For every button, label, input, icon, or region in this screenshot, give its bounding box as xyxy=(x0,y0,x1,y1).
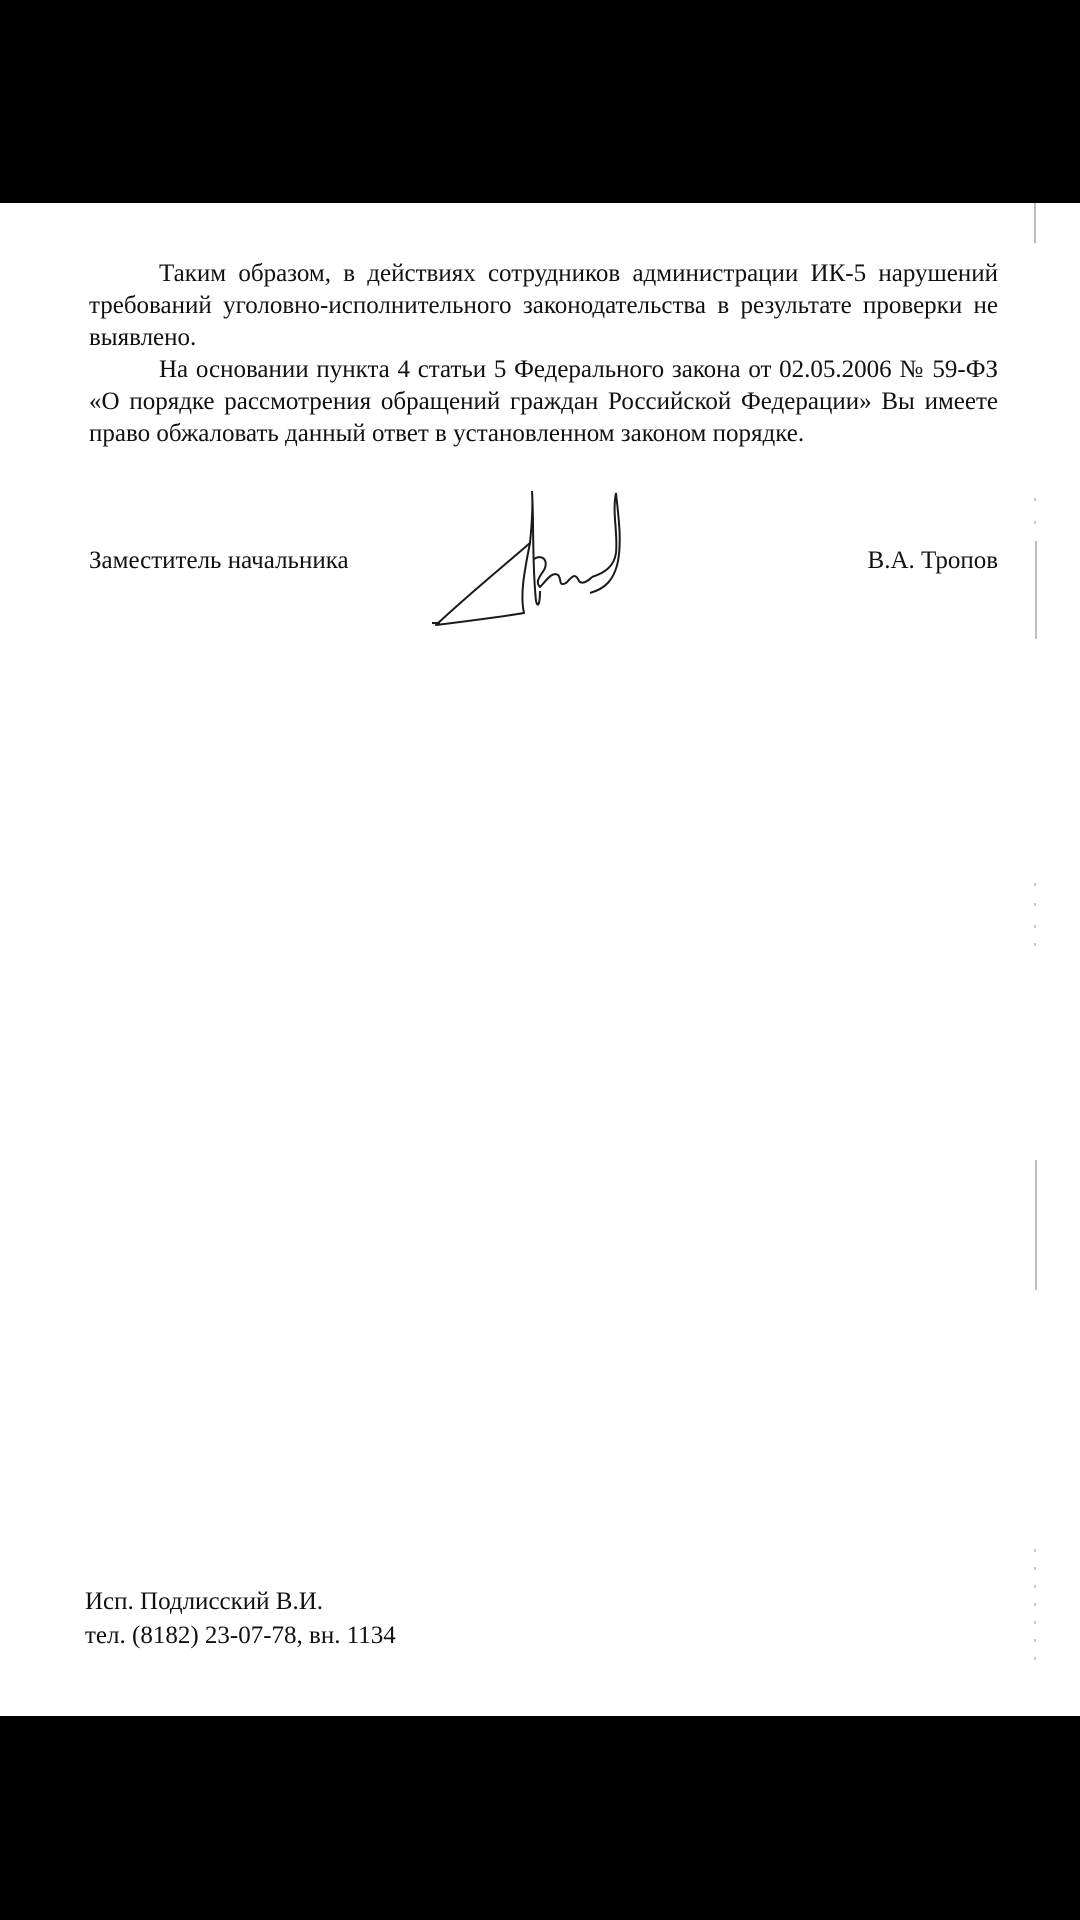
scan-edge-dash xyxy=(1034,1621,1036,1624)
scan-edge-dash xyxy=(1034,1603,1036,1606)
executor-name: Исп. Подлисский В.И. xyxy=(85,1588,324,1615)
scan-edge-line xyxy=(1034,203,1036,243)
paragraph-inspection-result: Таким образом, в действиях сотрудников администрации ИК-5 нарушений требований уголовно-исполнительного законодательства в результате проверки не выявлено. xyxy=(89,260,998,351)
scan-edge-dash xyxy=(1034,943,1036,946)
executor-info xyxy=(85,1585,396,1653)
signatory-name: В.А. Тропов xyxy=(867,547,998,574)
scan-edge-dash xyxy=(1034,1639,1036,1642)
bottom-black-bar xyxy=(0,1716,1080,1920)
document-page xyxy=(0,203,1080,1716)
document-body xyxy=(89,258,998,450)
scan-edge-dash xyxy=(1034,1657,1036,1660)
scan-edge-dash xyxy=(1034,925,1036,928)
scan-edge-dash xyxy=(1034,903,1036,906)
scan-edge-dash xyxy=(1034,521,1036,524)
scan-edge-dash xyxy=(1034,1567,1036,1570)
scan-edge-dash xyxy=(1034,498,1036,501)
scan-edge-line xyxy=(1035,1160,1037,1290)
executor-phone: тел. (8182) 23-07-78, вн. 1134 xyxy=(85,1622,396,1649)
top-black-bar xyxy=(0,0,1080,203)
paragraph-appeal-right: На основании пункта 4 статьи 5 Федерального закона от 02.05.2006 № 59-ФЗ «О порядке рассмотрения обращений граждан Российской Федерации» Вы имеете право обжаловать данный ответ в установленном законом порядке. xyxy=(89,356,998,447)
signatory-position: Заместитель начальника xyxy=(89,547,349,574)
scan-edge-dash xyxy=(1034,1585,1036,1588)
scan-edge-dash xyxy=(1034,883,1036,886)
scan-edge-line xyxy=(1035,541,1037,639)
scan-edge-dash xyxy=(1034,1549,1036,1552)
handwritten-signature xyxy=(428,483,648,633)
